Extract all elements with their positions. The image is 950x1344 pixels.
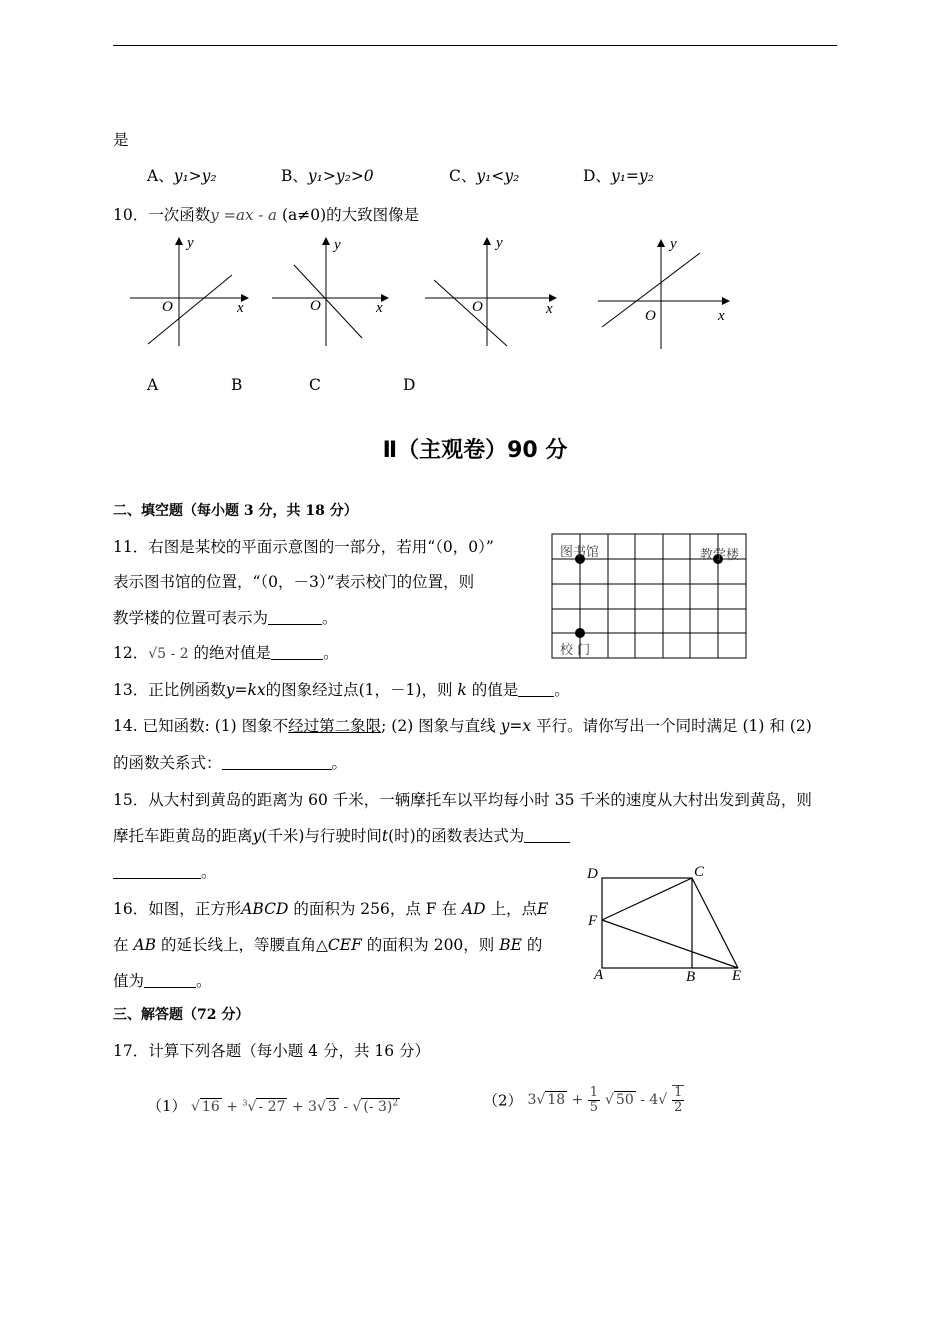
q11-school-grid [550, 532, 750, 662]
library-label: 图书馆 [560, 545, 600, 560]
graph-a-y-label: y [187, 235, 194, 251]
q17-part2: （2） 3√ 18 + $\frac{1}{5}$ √ 50 - 4√ $\frac{1}{2}$ [483, 1084, 683, 1115]
graph-c-origin: O [472, 299, 483, 315]
q14-answer-blank[interactable] [222, 755, 332, 770]
graph-d-origin: O [645, 308, 656, 324]
graph-b [272, 237, 388, 346]
q9-tail: 是 [113, 131, 129, 149]
q16-line2: 在 AB 的延长线上，等腰直角△CEF 的面积为 200，则 BE 的 [113, 936, 543, 954]
square-abcd [602, 878, 692, 968]
graph-b-y-label: y [334, 237, 341, 253]
q12-answer-blank[interactable] [271, 645, 323, 660]
q11-line3: 教学楼的位置可表示为 。 [113, 609, 338, 627]
q14-line2: 的函数关系式： 。 [113, 754, 348, 772]
graph-b-x-label: x [376, 300, 383, 316]
q12: 12．√5 - 2 的绝对值是 。 [113, 644, 339, 662]
q15-line2: 摩托车距黄岛的距离y(千米)与行驶时间t(时)的函数表达式为 [113, 824, 570, 846]
label-c: C [694, 864, 705, 880]
q16-answer-blank[interactable] [144, 973, 196, 988]
graph-label-d: D [403, 376, 416, 394]
graph-c-y-label: y [496, 235, 503, 251]
q15-answer-blank-2[interactable] [113, 864, 201, 879]
graph-d-y-label: y [670, 236, 677, 252]
q9-option-d: D、y₁=y₂ [583, 167, 654, 185]
q11-line1: 11．右图是某校的平面示意图的一部分，若用“（0，0）” [113, 538, 494, 556]
q15-line1: 15．从大村到黄岛的距离为 60 千米，一辆摩托车以平均每小时 35 千米的速度从大村出发到黄岛，则 [113, 791, 812, 809]
q15-answer-blank-1[interactable] [524, 828, 570, 843]
q10-graphs [120, 232, 740, 357]
q13: 13．正比例函数y=kx的图象经过点(1，－1)，则 k 的值是 。 [113, 681, 570, 699]
graph-label-a: A [147, 376, 159, 394]
gate-point [575, 628, 585, 638]
gate-label: 校 门 [560, 643, 591, 658]
graph-a-origin: O [162, 299, 173, 315]
header-rule [113, 45, 837, 46]
q16-line1: 16．如图，正方形ABCD 的面积为 256，点 F 在 AD 上，点E [113, 900, 549, 918]
q11-answer-blank[interactable] [268, 610, 322, 625]
label-e: E [732, 968, 742, 984]
graph-a-x-label: x [237, 300, 244, 316]
q16-line3: 值为 。 [113, 972, 212, 990]
section3-heading: 三、解答题（72 分） [113, 1007, 250, 1023]
label-a: A [594, 967, 604, 983]
graph-label-c: C [309, 376, 321, 394]
q16-square-figure [580, 858, 750, 988]
q14-line1: 14. 已知函数: (1) 图象不经过第二象限; (2) 图象与直线 y=x 平行。请你写出一个同时满足 (1) 和 (2) [113, 717, 812, 735]
label-f: F [588, 913, 598, 929]
q13-answer-blank[interactable] [518, 682, 554, 697]
q17-part1: （1） √ 16 + $^3$√ - 27 + 3√ 3 - √ (- 3)$^2$ [147, 1097, 399, 1115]
q9-option-a: A、y₁>y₂ [147, 167, 217, 185]
q10-stem: 10．一次函数y =ax - a (a≠0)的大致图像是 [113, 206, 420, 224]
q9-option-b: B、y₁>y₂>0 [281, 167, 374, 185]
teaching-building-label: 教学楼 [700, 548, 740, 563]
graph-b-origin: O [310, 298, 321, 314]
q17-title: 17．计算下列各题（每小题 4 分，共 16 分） [113, 1042, 431, 1060]
graph-c-x-label: x [546, 301, 553, 317]
graph-label-b: B [231, 376, 243, 394]
part2-title: Ⅱ（主观卷）90 分 [382, 438, 568, 463]
q9-option-c: C、y₁<y₂ [449, 167, 520, 185]
graph-a [130, 235, 248, 346]
label-b: B [686, 969, 696, 985]
label-d: D [587, 866, 598, 882]
graph-d [598, 236, 729, 349]
q11-line2: 表示图书馆的位置，“（0，－3）”表示校门的位置，则 [113, 573, 475, 591]
graph-c [425, 235, 556, 346]
graph-d-x-label: x [718, 308, 725, 324]
section2-heading: 二、填空题（每小题 3 分，共 18 分） [113, 503, 358, 519]
q15-line3: 。 [113, 860, 217, 882]
